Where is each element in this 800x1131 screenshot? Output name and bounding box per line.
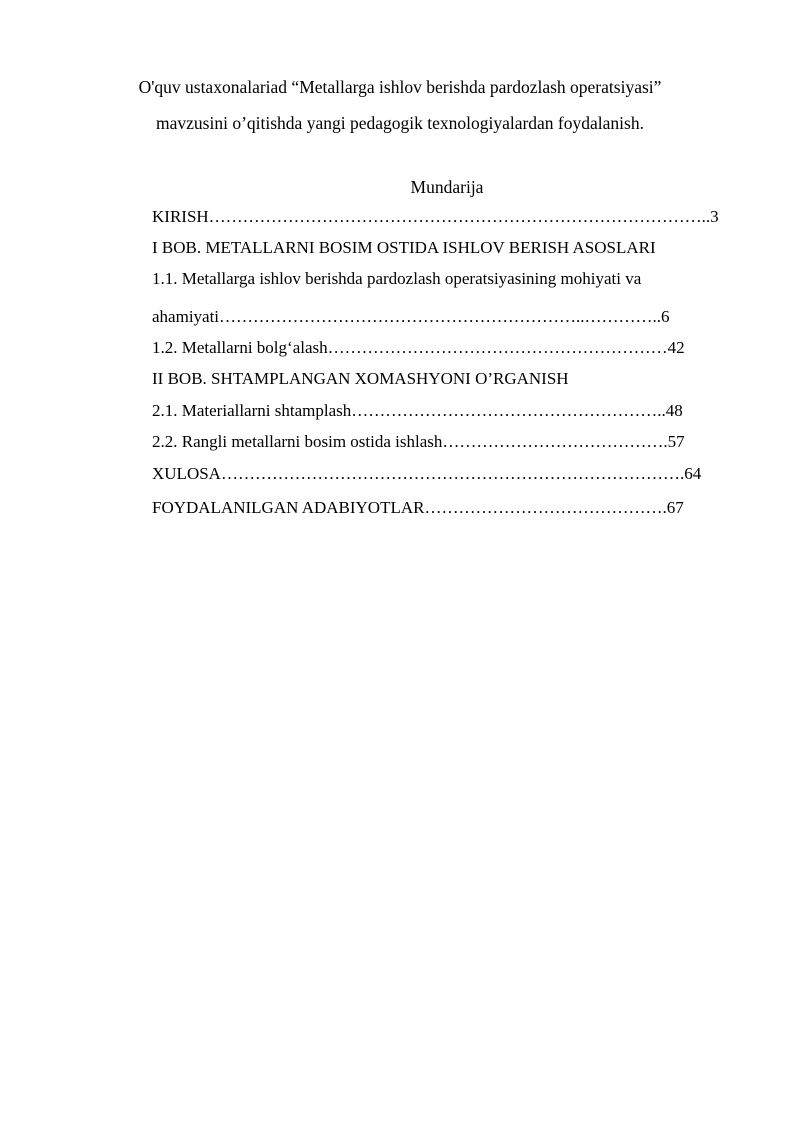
toc-chapter-1: I BOB. METALLARNI BOSIM OSTIDA ISHLOV BERISH ASOSLARI bbox=[152, 238, 656, 257]
document-title-line-2: mavzusini o’qitishda yangi pedagogik texnologiyalardan foydalanish. bbox=[156, 113, 644, 133]
toc-entry-adabiyotlar: FOYDALANILGAN ADABIYOTLAR…………………………………….67 bbox=[152, 498, 684, 517]
toc-entry-1-1-continued: ahamiyati………………………………………………………..…………..6 bbox=[152, 307, 670, 326]
toc-entry-kirish: KIRISH……………………………………………………………………………..3 bbox=[152, 207, 719, 226]
toc-entry-1-2: 1.2. Metallarni bolg‘alash……………………………………………………42 bbox=[152, 338, 685, 357]
toc-entry-2-1: 2.1. Materiallarni shtamplash………………………………………………..48 bbox=[152, 401, 683, 420]
toc-entry-xulosa: XULOSA……………………………………………………………………….64 bbox=[152, 464, 702, 483]
toc-entry-2-2: 2.2. Rangli metallarni bosim ostida ishlash………………………………….57 bbox=[152, 432, 685, 451]
document-title-line-1: O'quv ustaxonalariad “Metallarga ishlov berishda pardozlash operatsiyasi” bbox=[138, 77, 662, 97]
toc-entry-1-1: 1.1. Metallarga ishlov berishda pardozlash operatsiyasining mohiyati va bbox=[152, 269, 642, 288]
toc-heading: Mundarija bbox=[410, 177, 484, 197]
toc-chapter-2: II BOB. SHTAMPLANGAN XOMASHYONI O’RGANISH bbox=[152, 369, 569, 388]
